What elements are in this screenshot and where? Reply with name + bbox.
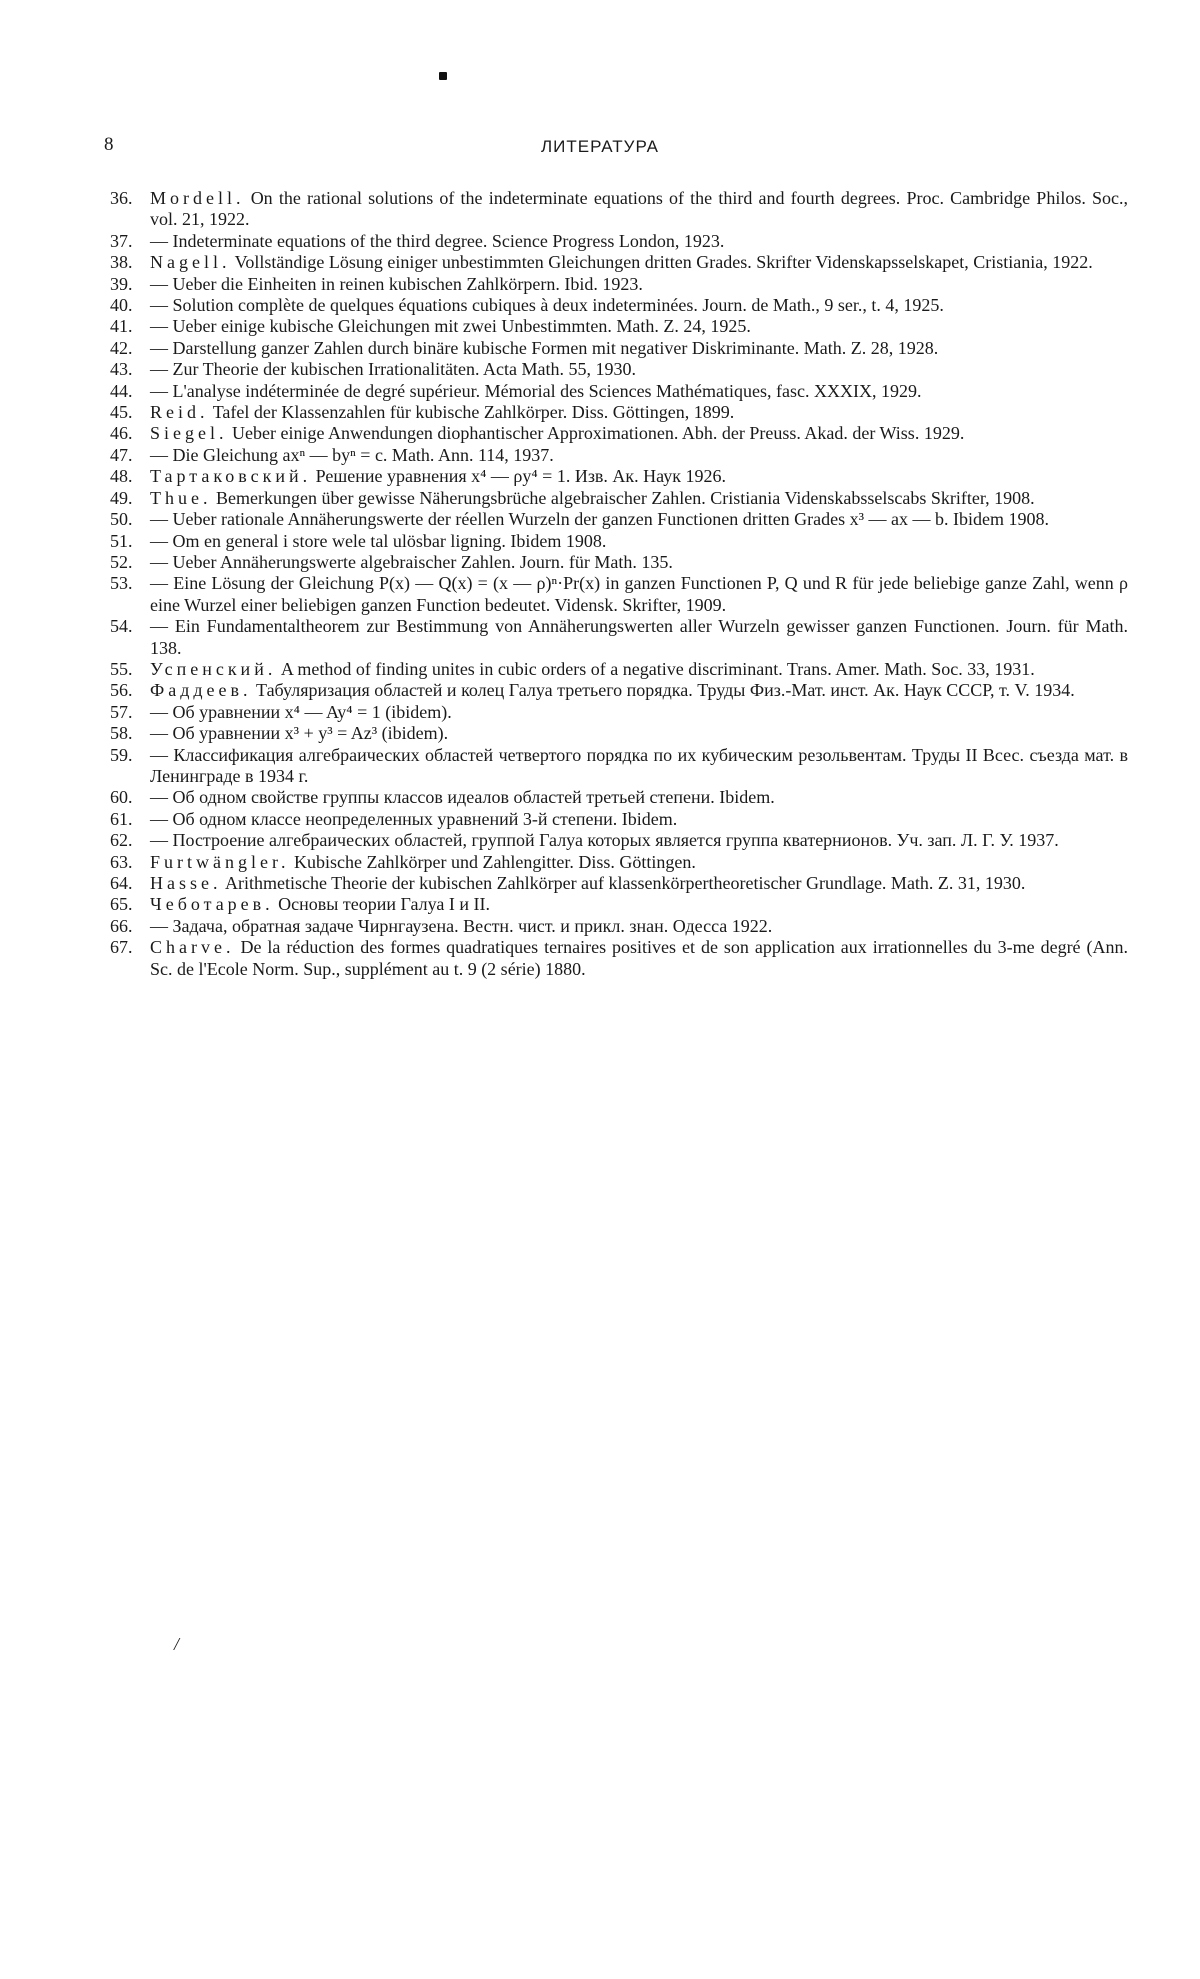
reference-text: Табуляризация областей и колец Галуа третьего порядка. Труды Физ.-Мат. инст. Ак. Наук СССР, т. V. 1934. — [256, 680, 1075, 701]
reference-number: 38. — [110, 252, 133, 273]
reference-item — [110, 745, 1128, 788]
reference-item — [110, 787, 1128, 808]
reference-author: Mordell. — [150, 188, 245, 208]
reference-item — [110, 509, 1128, 530]
reference-text: — Об одном свойстве группы классов идеалов областей третьей степени. Ibidem. — [150, 787, 775, 808]
reference-number: 64. — [110, 873, 133, 893]
reference-author: Thue. — [150, 487, 212, 508]
reference-number: 46. — [110, 423, 133, 444]
reference-number: 63. — [110, 851, 133, 872]
reference-number: 61. — [110, 808, 133, 829]
reference-number: 36. — [110, 188, 133, 208]
reference-text: — Die Gleichung axⁿ — byⁿ = c. Math. Ann. 114, 1937. — [150, 444, 554, 465]
reference-item — [110, 531, 1128, 552]
reference-text: — Ein Fundamentaltheorem zur Bestimmung von Annäherungswerten aller Wurzeln gewisser ganzen Functionen. Journ. für Math. 138. — [150, 616, 1128, 658]
reference-text: — Классификация алгебраических областей четвертого порядка по их кубическим резольвентам. Труды II Всес. съезда мат. в Ленинграде в 1934 г. — [150, 744, 1128, 786]
reference-number: 57. — [110, 701, 133, 722]
reference-number: 48. — [110, 466, 133, 487]
reference-number: 47. — [110, 444, 133, 465]
reference-text: — Ueber Annäherungswerte algebraischer Zahlen. Journ. für Math. 135. — [150, 551, 673, 572]
reference-text: A method of finding unites in cubic orders of a negative discriminant. Trans. Amer. Math. Soc. 33, 1931. — [280, 658, 1035, 679]
reference-number: 53. — [110, 573, 133, 594]
reference-text: — Об уравнении x³ + y³ = Az³ (ibidem). — [150, 723, 449, 744]
reference-item — [110, 830, 1128, 851]
reference-item — [110, 402, 1128, 423]
reference-author: Hasse. — [150, 873, 222, 893]
reference-item — [110, 338, 1128, 359]
reference-text: Ueber einige Anwendungen diophantischer Approximationen. Abh. der Preuss. Akad. der Wiss. 1929. — [232, 423, 965, 444]
reference-text: — Eine Lösung der Gleichung P(x) — Q(x) = (x — ρ)ⁿ·Pr(x) in ganzen Functionen P, Q und R für jede beliebige ganze Zahl, wenn ρ eine Wurzel einer beliebigen ganzen Function bedeutet. Vidensk. Skrifter, 1909. — [150, 573, 1128, 615]
reference-text: Основы теории Галуа I и II. — [278, 894, 490, 915]
reference-number: 60. — [110, 787, 133, 808]
reference-number: 56. — [110, 680, 133, 701]
reference-text: — Ueber rationale Annäherungswerte der réellen Wurzeln der ganzen Functionen dritten Grades x³ — ax — b. Ibidem 1908. — [150, 509, 1050, 530]
reference-item — [110, 873, 1128, 894]
reference-author: Reid. — [150, 402, 209, 423]
reference-number: 67. — [110, 937, 133, 958]
reference-author: Siegel. — [150, 423, 228, 444]
reference-item — [110, 316, 1128, 337]
reference-author: Тартаковский. — [150, 466, 312, 487]
reference-number: 66. — [110, 915, 133, 936]
reference-list — [110, 188, 1128, 980]
reference-author: Успенский. — [150, 658, 277, 679]
reference-number: 43. — [110, 359, 133, 380]
reference-text: — L'analyse indéterminée de degré supérieur. Mémorial des Sciences Mathématiques, fasc. XXXIX, 1929. — [150, 380, 922, 401]
reference-item — [110, 916, 1128, 937]
reference-text: De la réduction des formes quadratiques ternaires positives et de son application aux irrationnelles du 3-me degré (Ann. Sc. de l'Ecole Norm. Sup., supplément au t. 9 (2 série) 1880. — [150, 937, 1128, 979]
reference-text: Kubische Zahlkörper und Zahlengitter. Diss. Göttingen. — [294, 851, 696, 872]
reference-number: 40. — [110, 295, 133, 316]
reference-item — [110, 680, 1128, 701]
reference-item — [110, 359, 1128, 380]
reference-item — [110, 552, 1128, 573]
reference-number: 41. — [110, 316, 133, 337]
reference-text: — Построение алгебраических областей, группой Галуа которых является группа кватернионов. Уч. зап. Л. Г. У. 1937. — [150, 830, 1059, 851]
reference-number: 44. — [110, 380, 133, 401]
reference-item — [110, 188, 1128, 231]
reference-text: — Solution complète de quelques équations cubiques à deux indeterminées. Journ. de Math., 9 ser., t. 4, 1925. — [150, 295, 944, 316]
reference-number: 62. — [110, 830, 133, 851]
reference-item — [110, 702, 1128, 723]
reference-number: 39. — [110, 273, 133, 294]
reference-text: — Om en general i store wele tal ulösbar ligning. Ibidem 1908. — [150, 530, 607, 551]
reference-text: Tafel der Klassenzahlen für kubische Zahlkörper. Diss. Göttingen, 1899. — [212, 402, 735, 423]
reference-number: 49. — [110, 487, 133, 508]
reference-author: Фаддеев. — [150, 680, 252, 701]
reference-item — [110, 445, 1128, 466]
reference-text: Vollständige Lösung einiger unbestimmten Gleichungen dritten Grades. Skrifter Videnskapsselskapet, Cristiania, 1922. — [234, 252, 1093, 273]
reference-author: Furtwängler. — [150, 851, 290, 872]
reference-item — [110, 894, 1128, 915]
reference-item — [110, 937, 1128, 980]
reference-number: 55. — [110, 658, 133, 679]
reference-text: — Об одном классе неопределенных уравнений 3-й степени. Ibidem. — [150, 808, 678, 829]
reference-number: 42. — [110, 337, 133, 358]
reference-number: 54. — [110, 616, 133, 637]
reference-number: 51. — [110, 530, 133, 551]
reference-item — [110, 252, 1128, 273]
reference-number: 45. — [110, 402, 133, 423]
reference-item — [110, 423, 1128, 444]
reference-text: — Задача, обратная задаче Чирнгаузена. Вестн. чист. и прикл. знан. Одесса 1922. — [150, 915, 773, 936]
reference-item — [110, 852, 1128, 873]
reference-author: Nagell. — [150, 252, 231, 273]
running-head: ЛИТЕРАТУРА — [540, 137, 660, 156]
page-number: 8 — [104, 134, 114, 155]
reference-item — [110, 723, 1128, 744]
reference-text: On the rational solutions of the indeterminate equations of the third and fourth degrees. Proc. Cambridge Philos. Soc., vol. 21, 1922. — [150, 188, 1129, 230]
reference-item — [110, 381, 1128, 402]
reference-text: — Zur Theorie der kubischen Irrationalitäten. Acta Math. 55, 1930. — [150, 359, 637, 380]
reference-item — [110, 295, 1128, 316]
reference-text: — Об уравнении x⁴ — Ay⁴ = 1 (ibidem). — [150, 701, 452, 722]
reference-item — [110, 274, 1128, 295]
stray-mark: / — [174, 1634, 180, 1654]
reference-item — [110, 466, 1128, 487]
reference-number: 58. — [110, 723, 133, 744]
reference-item — [110, 231, 1128, 252]
print-dot-mark — [439, 72, 447, 80]
reference-text: Arithmetische Theorie der kubischen Zahlkörper auf klassenkörpertheoretischer Grundlage. Math. Z. 31, 1930. — [225, 873, 1026, 893]
reference-item — [110, 616, 1128, 659]
reference-number: 52. — [110, 551, 133, 572]
reference-author: Чеботарев. — [150, 894, 274, 915]
reference-number: 65. — [110, 894, 133, 915]
reference-item — [110, 659, 1128, 680]
reference-item — [110, 809, 1128, 830]
reference-number: 59. — [110, 744, 133, 765]
reference-text: Решение уравнения x⁴ — ρy⁴ = 1. Изв. Ак. Наук 1926. — [315, 466, 726, 487]
reference-text: — Darstellung ganzer Zahlen durch binäre kubische Formen mit negativer Diskriminante. Math. Z. 28, 1928. — [150, 337, 939, 358]
reference-number: 37. — [110, 230, 133, 251]
reference-item — [110, 573, 1128, 616]
reference-text: — Ueber die Einheiten in reinen kubischen Zahlkörpern. Ibid. 1923. — [150, 273, 643, 294]
reference-text: Bemerkungen über gewisse Näherungsbrüche algebraischer Zahlen. Cristiania Videnskabsselscabs Skrifter, 1908. — [215, 487, 1035, 508]
reference-number: 50. — [110, 509, 133, 530]
reference-author: Charve. — [150, 937, 235, 958]
reference-item — [110, 488, 1128, 509]
reference-text: — Indeterminate equations of the third degree. Science Progress London, 1923. — [150, 230, 725, 251]
reference-text: — Ueber einige kubische Gleichungen mit zwei Unbestimmten. Math. Z. 24, 1925. — [150, 316, 751, 337]
